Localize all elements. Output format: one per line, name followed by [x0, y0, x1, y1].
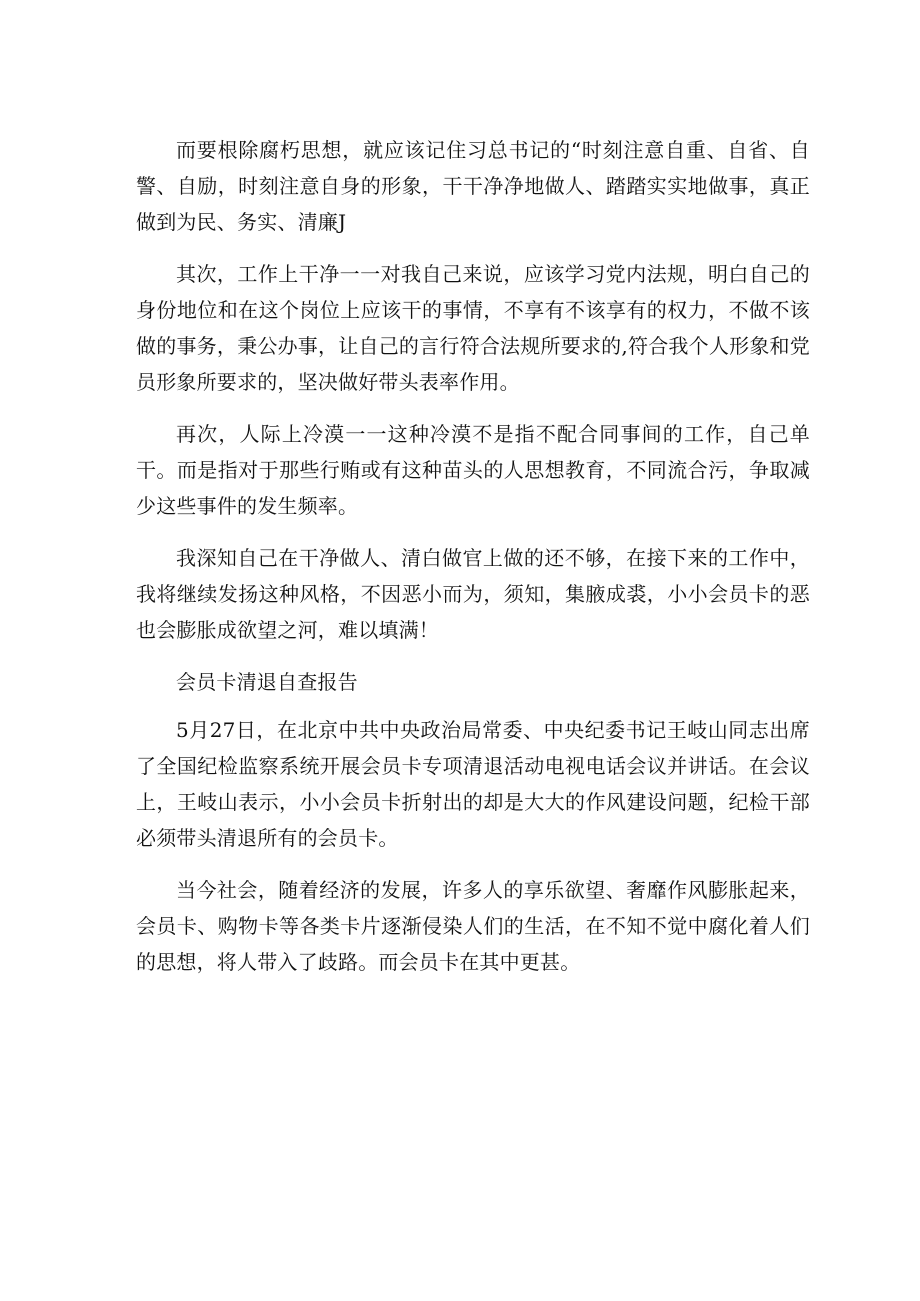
paragraph-resolution: 我深知自己在干净做人、清白做官上做的还不够，在接下来的工作中，我将继续发扬这种风格，不因恶小而为，须知，集腋成裘，小小会员卡的恶也会膨胀成欲望之河，难以填满！ [136, 546, 810, 642]
paragraph-society: 当今社会，随着经济的发展，许多人的享乐欲望、奢靡作风膨胀起来，会员卡、购物卡等各类卡片逐渐侵染人们的生活，在不知不觉中腐化着人们的思想，将人带入了歧路。而会员卡在其中更甚。 [136, 878, 810, 974]
section-title: 会员卡清退自查报告 [176, 670, 358, 694]
paragraph-work-clean: 其次，工作上干净一一对我自己来说，应该学习党内法规，明白自己的身份地位和在这个岗位上应该干的事情，不享有不该享有的权力，不做不该做的事务，秉公办事，让自己的言行符合法规所要求的,符合我个人形象和党员形象所要求的，坚决做好带头表率作用。 [136, 262, 810, 394]
paragraph-meeting: 5月27日，在北京中共中央政治局常委、中央纪委书记王岐山同志出席了全国纪检监察系统开展会员卡专项清退活动电视电话会议并讲话。在会议上，王岐山表示，小小会员卡折射出的却是大大的作风建设问题，纪检干部必须带头清退所有的会员卡。 [136, 718, 810, 850]
paragraph-eradicate-thought: 而要根除腐朽思想，就应该记住习总书记的“时刻注意自重、自省、自警、自励，时刻注意自身的形象，干干净净地做人、踏踏实实地做事，真正做到为民、务实、清廉J [136, 138, 810, 234]
paragraph-interpersonal: 再次，人际上冷漠一一这种冷漠不是指不配合同事间的工作，自己单干。而是指对于那些行贿或有这种苗头的人思想教育，不同流合污，争取减少这些事件的发生频率。 [136, 422, 810, 518]
